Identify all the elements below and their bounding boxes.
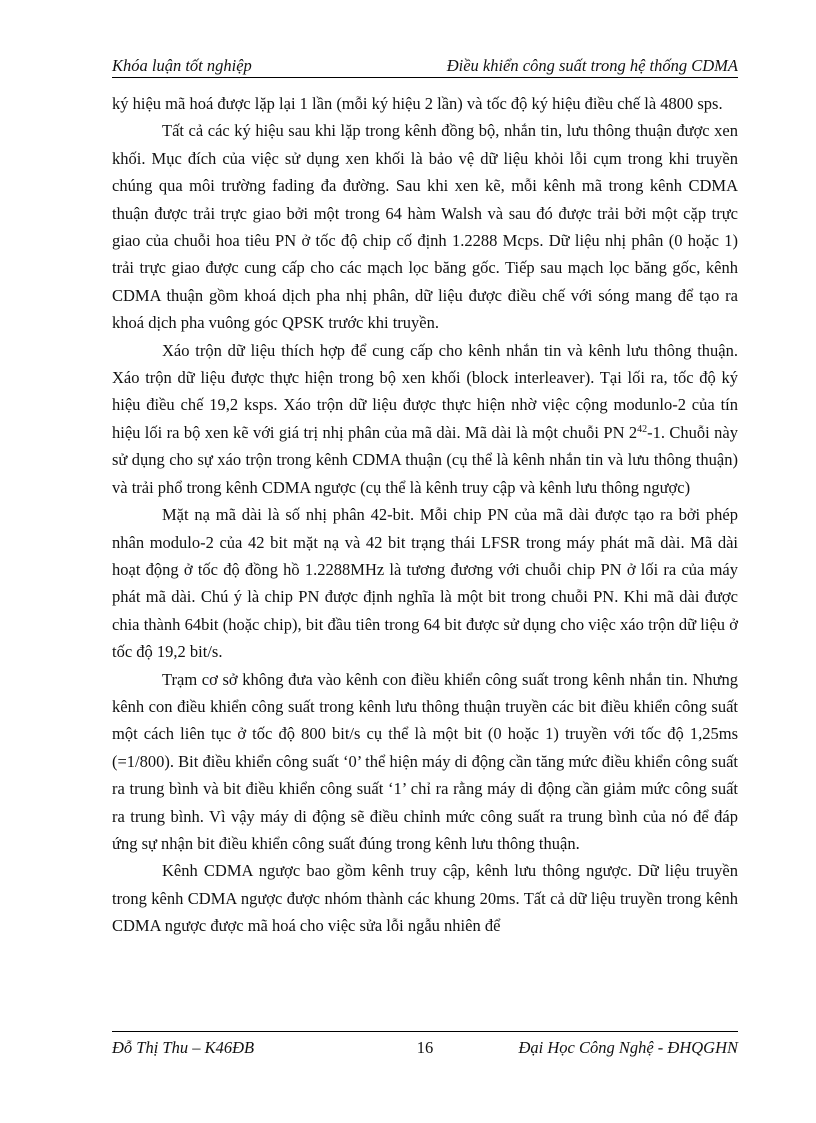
page-footer <box>112 1038 738 1062</box>
footer-author: Đỗ Thị Thu – K46ĐB <box>112 1038 255 1057</box>
paragraph-6: Kênh CDMA ngược bao gồm kênh truy cập, kênh lưu thông ngược. Dữ liệu truyền trong kênh CDMA ngược được nhóm thành các khung 20ms. Tất cả dữ liệu truyền trong kênh CDMA ngược được mã hoá cho việc sửa lỗi ngẫu nhiên để <box>112 861 738 936</box>
exponent-superscript: 42 <box>637 423 648 435</box>
document-body <box>112 90 738 940</box>
header-topic-title: Điều khiển công suất trong hệ thống CDMA <box>446 56 738 75</box>
paragraph-3 <box>112 337 738 501</box>
paragraph-2: Tất cả các ký hiệu sau khi lặp trong kênh đồng bộ, nhắn tin, lưu thông thuận được xen khối. Mục đích của việc sử dụng xen khối là bảo vệ dữ liệu khỏi lỗi cụm trong khi truyền chúng qua môi trường fading đa đường. Sau khi xen kẽ, mỗi kênh mã trong kênh CDMA thuận được trải trực giao bởi một trong 64 hàm Walsh và sau đó được trải bởi một cặp trực giao của chuỗi hoa tiêu PN ở tốc độ chip cố định 1.2288 Mcps. Dữ liệu nhị phân (0 hoặc 1) trải trực giao được cung cấp cho các mạch lọc băng gốc. Tiếp sau mạch lọc băng gốc, kênh CDMA thuận gồm khoá dịch pha nhị phân, dữ liệu được điều chế với sóng mang để tạo ra khoá dịch pha vuông góc QPSK trước khi truyền. <box>112 121 738 333</box>
header-thesis-label: Khóa luận tốt nghiệp <box>112 56 252 75</box>
paragraph-4: Mặt nạ mã dài là số nhị phân 42-bit. Mỗi chip PN của mã dài được tạo ra bởi phép nhân modulo-2 của 42 bit mặt nạ và 42 bit trạng thái LFSR trong máy phát mã dài. Mã dài hoạt động ở tốc độ đồng hồ 1.2288MHz là tương đương với chuỗi chip PN ở lối ra của máy phát mã dài. Chú ý là chip PN được định nghĩa là một bit trong chuỗi PN. Khi mã dài được chia thành 64bit (hoặc chip), bit đầu tiên trong 64 bit được sử dụng cho việc xáo trộn dữ liệu ở tốc độ 19,2 bit/s. <box>112 505 738 662</box>
paragraph-3-text-b: -1. Chuỗi này sử dụng cho sự xáo trộn trong kênh CDMA thuận (cụ thể là kênh nhắn tin và lưu thông thuận) và trải phổ trong kênh CDMA ngược (cụ thể là kênh truy cập và kênh lưu thông ngược) <box>112 422 738 497</box>
footer-rule <box>112 1031 738 1032</box>
footer-institution: Đại Học Công Nghệ - ĐHQGHN <box>518 1038 738 1057</box>
paragraph-5: Trạm cơ sở không đưa vào kênh con điều khiển công suất trong kênh nhắn tin. Nhưng kênh con điều khiển công suất trong kênh lưu thông thuận truyền các bit điều khiển công suất một cách liên tục ở tốc độ 800 bit/s cụ thể là một bit (0 hoặc 1) truyền với tốc độ 1,25ms (=1/800). Bit điều khiển công suất ‘0’ thể hiện máy di động cần tăng mức điều khiển công suất ra trung bình và bit điều khiển công suất ‘1’ chỉ ra rằng máy di động cần giảm mức công suất ra trung bình. Vì vậy máy di động sẽ điều chỉnh mức công suất ra trung bình của nó để đáp ứng sự nhận bit điều khiển công suất đúng trong kênh lưu thông thuận. <box>112 669 738 853</box>
page-number: 16 <box>416 1038 434 1057</box>
page-header <box>112 50 738 76</box>
paragraph-1: ký hiệu mã hoá được lặp lại 1 lần (mỗi ký hiệu 2 lần) và tốc độ ký hiệu điều chế là 4800 sps. <box>112 94 723 113</box>
paragraph-3-text-a: Xáo trộn dữ liệu thích hợp để cung cấp cho kênh nhắn tin và kênh lưu thông thuận. Xáo trộn dữ liệu được thực hiện trong bộ xen khối (block interleaver). Tại lối ra, tốc độ ký hiệu điều chế 19,2 ksps. Xáo trộn dữ liệu được thực hiện nhờ việc cộng modunlo-2 của tín hiệu lối ra bộ xen kẽ với giá trị nhị phân của mã dài. Mã dài là một chuỗi PN 2 <box>112 340 738 442</box>
header-rule <box>112 77 738 78</box>
